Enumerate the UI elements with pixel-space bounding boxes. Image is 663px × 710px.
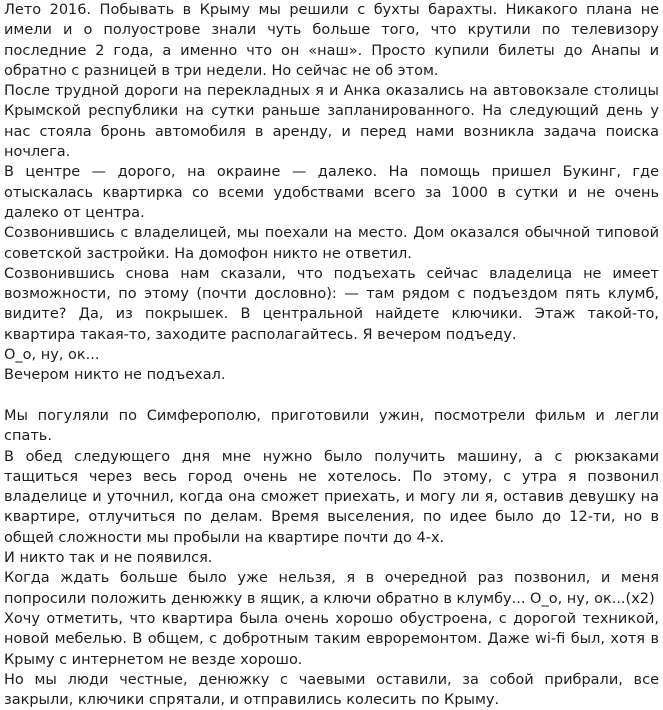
paragraph: Лето 2016. Побывать в Крыму мы решили с бухты барахты. Никакого плана не имели и о полуострове знали чуть больше того, что крутили по телевизору последние 2 года, а именно что он «наш». Просто купили билеты до Анапы и обратно с разницей в три недели. Но сейчас не об этом.	[4, 2, 659, 79]
paragraph: И никто так и не появился.	[4, 550, 213, 567]
paragraph: Когда ждать больше было уже нельзя, я в очередной раз позвонил, и меня попросили положить денюжку в ящик, а ключи обратно в клумбу... О_о, ну, ок...(х2)	[4, 570, 659, 607]
paragraph: Хочу отметить, что квартира была очень хорошо обустроена, с дорогой техникой, новой мебелью. В общем, с добротным таким евроремонтом. Даже wi-fi был, хотя в Крыму с интернетом не везде хорошо.	[4, 610, 659, 668]
paragraph: Созвонившись с владелицей, мы поехали на место. Дом оказался обычной типовой советской застройки. На домофон никто не ответил.	[4, 225, 659, 262]
paragraph: О_о, ну, ок...	[4, 347, 100, 364]
paragraph: Но мы люди честные, денюжку с чаевыми оставили, за собой прибрали, все закрыли, ключики спрятали, и отправились колесить по Крыму.	[4, 671, 659, 709]
paragraph: Вечером никто не подъехал.	[4, 367, 226, 384]
paragraph: Созвонившись снова нам сказали, что подъехать сейчас владелица не имеет возможности, по этому (почти дословно): — там рядом с подъездом пять клумб, видите? Да, из покрышек. В центральной найдете ключики. Этаж такой-то, квартира такая-то, заходите располагайтесь. Я вечером подъеду.	[4, 265, 659, 343]
paragraph-spacer	[4, 386, 659, 406]
paragraph: После трудной дороги на перекладных я и Анка оказались на автовокзале столицы Крымской республики на сутки раньше запланированного. На следующий день у нас стояла бронь автомобиля в аренду, и перед нами возникла задача поиска ночлега.	[4, 83, 659, 161]
paragraph: В обед следующего дня мне нужно было получить машину, а с рюкзаками тащиться через весь город очень не хотелось. По этому, с утра я позвонил владелице и уточнил, когда она сможет приехать, и могу ли я, оставив девушку на квартире, отлучиться по делам. Время выселения, по идее было до 12-ти, но в общей сложности мы пробыли на квартире почти до 4-х.	[4, 448, 659, 546]
paragraph: Мы погуляли по Симферополю, приготовили ужин, посмотрели фильм и легли спать.	[4, 407, 659, 445]
paragraph: В центре — дорого, на окраине — далеко. На помощь пришел Букинг, где отыскалась квартирка со всеми удобствами всего за 1000 в сутки и не очень далеко от центра.	[4, 164, 659, 221]
